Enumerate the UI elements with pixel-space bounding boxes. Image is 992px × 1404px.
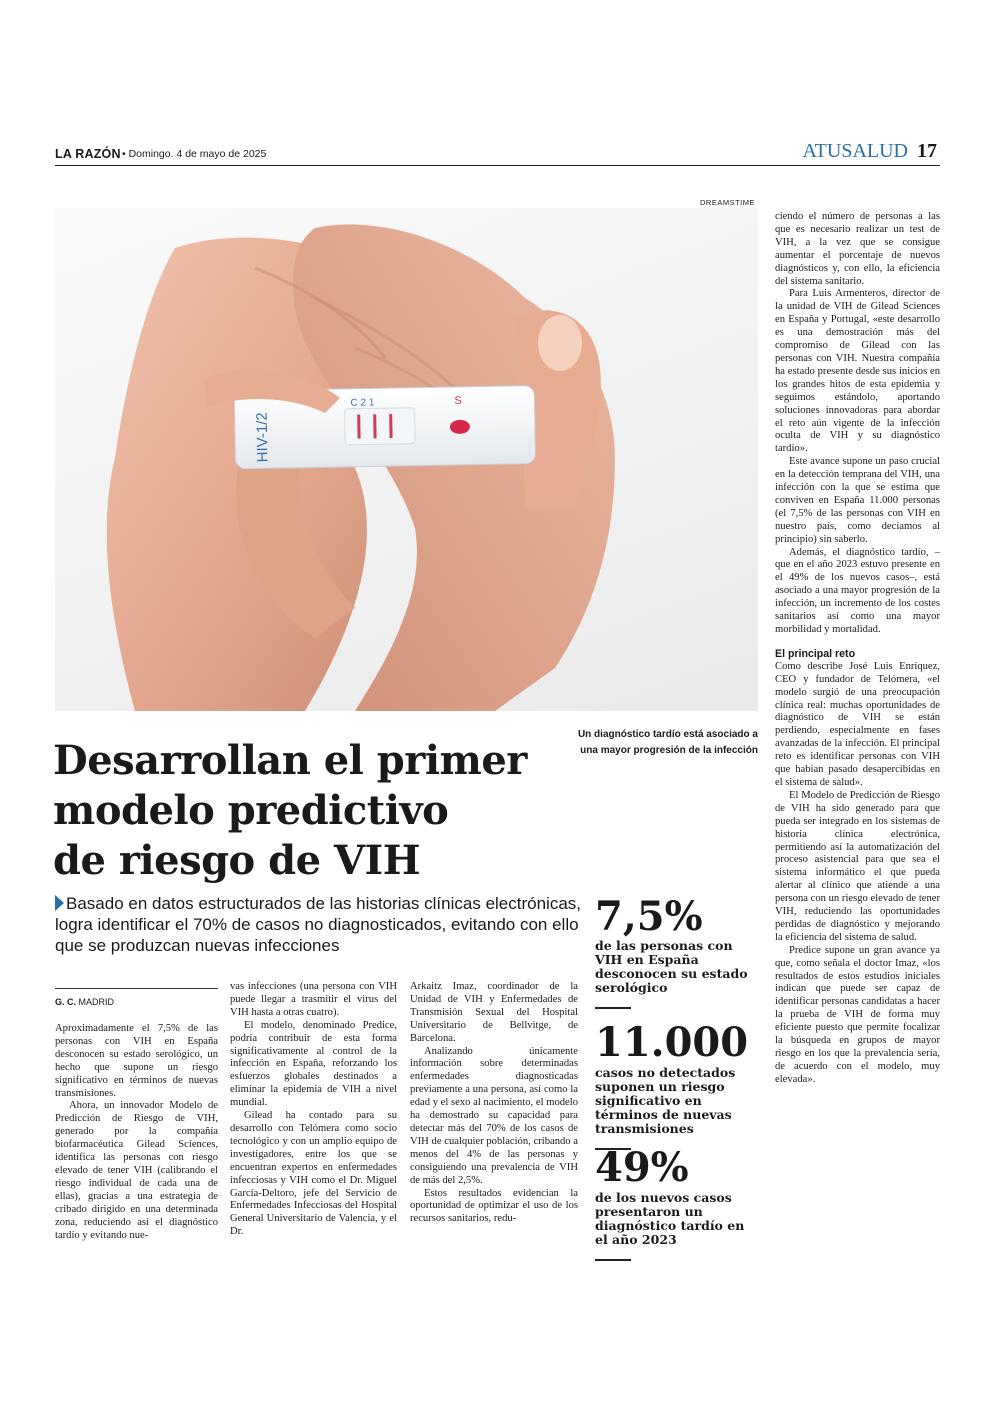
byline-place: MADRID (78, 997, 115, 1007)
paragraph: Analizando únicamente información sobre determinadas enfermedades diagnosticadas previamente a una persona, así como la edad y el sexo al nacimiento, el modelo ha demostrado su capacidad para detectar más del 70% de los casos de VIH de cualquier población, cribando a menos del 4% de las personas y consiguiendo una prevalencia de VIH de más del 2,5%. (410, 1045, 578, 1186)
newspaper-brand: LA RAZÓN (55, 147, 121, 161)
stat-value: 49% (595, 1144, 689, 1191)
paragraph: El modelo, denominado Predice, podría contribuir de esta forma significativamente al control de la infección en España, reforzando los esfuerzos globales destinados a eliminar la epidemia de VIH a nivel mundial. (230, 1019, 397, 1109)
paragraph: Gilead ha contado para su desarrollo con Telómera como socio tecnológico y con un amplio equipo de investigadores, entre los que se encuentran expertos en enfermedades infecciosas y VIH como el Dr. Miguel García-Deltoro, jefe del Servicio de Enfermedades Infecciosas del Hospital General Universitario de Valencia, y el Dr. (230, 1110, 397, 1238)
lead-paragraph (55, 893, 585, 956)
paragraph: Para Luis Armenteros, director de la unidad de VIH de Gilead Sciences en España y Portugal, «este desarrollo es una demostración más del compromiso de Gilead con las personas con VIH. Nuestra compañía ha estado presente desde sus inicios en los grandes hitos de esta epidemia y seguimos estándolo, aportando soluciones innovadoras para abordar el reto aún vigente de la infección oculta de VIH y su diagnóstico tardío». (775, 288, 940, 455)
stat-value: 11.000 (595, 1019, 749, 1066)
stat-text: casos no detectados suponen un riesgo significativo en términos de nuevas transmisiones (595, 1065, 736, 1136)
header-rule (55, 165, 940, 166)
photo-credit: DREAMSTIME (700, 198, 756, 207)
paragraph: Estos resultados evidencian la oportunidad de optimizar el uso de los recursos sanitarios, redu- (410, 1187, 578, 1225)
stat-block-3 (595, 1145, 755, 1261)
headline-line-1: Desarrollan el primer (53, 737, 527, 784)
lead-text: Basado en datos estructurados de las historias clínicas electrónicas, logra identificar el 70% de casos no diagnosticados, evitando con ello que se produzcan nuevas infecciones (55, 894, 581, 955)
article-column-2 (230, 981, 397, 1239)
stat-text: de los nuevos casos presentaron un diagnóstico tardío en el año 2023 (595, 1190, 745, 1247)
stat-rule (595, 1259, 631, 1261)
subhead: El principal reto (775, 647, 856, 660)
hero-photo (55, 208, 758, 711)
stat-value: 7,5% (595, 893, 703, 940)
paragraph: ciendo el número de personas a las que es necesario realizar un test de VIH, a la vez que se consigue aumentar el porcentaje de nuevos diagnósticos y, con ello, la eficiencia del sistema sanitario. (775, 211, 940, 287)
stat-rule (595, 1007, 631, 1009)
photo-caption: Un diagnóstico tardío está asociado a una mayor progresión de la infección (577, 729, 758, 756)
paragraph: Ahora, un innovador Modelo de Predicción de Riesgo de VIH, generado por la compañía biofarmacéutica Gilead Sciences, identifica las personas con riesgo elevado de tener VIH (calibrando el riesgo individual de cada una de ellas), gracias a una estrategia de cribado dirigido en una determinada zona, reduciendo así el diagnóstico tardío y evitando nue- (55, 1100, 218, 1241)
strip-sample-mark: S (454, 394, 462, 407)
paragraph: vas infecciones (una persona con VIH puede llegar a trasmitir el virus del VIH hasta a otras cuatro). (230, 981, 397, 1018)
hands-holding-hiv-test-illustration (55, 208, 758, 711)
page-number: 17 (917, 140, 937, 162)
headline (53, 736, 573, 886)
stat-text: de las personas con VIH en España desconocen su estado serológico (595, 938, 748, 995)
section-name: ATUSALUD (802, 140, 908, 162)
issue-date: • Domingo. 4 de mayo de 2025 (122, 148, 267, 160)
strip-label: HIV-1/2 (253, 412, 272, 463)
paragraph: Aproximadamente el 7,5% de las personas con VIH en España desconocen su estado serológico, un hecho que supone un riesgo significativo en términos de nuevas transmisiones. (55, 1023, 218, 1099)
article-column-1 (55, 1023, 218, 1242)
paragraph: Predice supone un gran avance ya que, como señala el doctor Imaz, «los resultados de estos estudios iniciales indican que puede ser capaz de identificar personas candidatas a hacer la prueba de VIH de forma muy eficiente puesto que permite focalizar la búsqueda en grupos de mayor riesgo en los que la prevalencia sería, de acuerdo con el modelo, muy elevada». (775, 944, 940, 1085)
paragraph: Este avance supone un paso crucial en la detección temprana del VIH, una infección con la que se estima que conviven en España 11.000 personas (el 7,5% de las personas con VIH en nuestro país, como decíamos al principio) sin saberlo. (775, 456, 940, 545)
stat-block-2 (595, 1020, 760, 1150)
paragraph: Además, el diagnóstico tardío, –que en el año 2023 estuvo presente en el 49% de los nuevos casos–, está asociado a una mayor progresión de la infección, un incremento de los costes sanitarios así como una mayor morbilidad y mortalidad. (775, 546, 940, 635)
paragraph: Arkaitz Imaz, coordinador de la Unidad de VIH y Enfermedades de Transmisión Sexual del Hospital Universitario de Bellvitge, de Barcelona. (410, 981, 578, 1044)
article-column-3 (410, 981, 578, 1226)
headline-line-2: modelo predictivo (53, 787, 449, 834)
paragraph: El Modelo de Predicción de Riesgo de VIH ha sido generado para que pueda ser integrado en los sistemas de historia clínica electrónica, permitiendo así la automatización del proceso asistencial para que sea el sistema informático el que pueda alertar al clínico que atiende a una persona con un riesgo elevado de tener VIH, reduciendo las oportunidades perdidas de diagnóstico y mejorando la eficiencia del sistema de salud. (775, 789, 940, 943)
strip-marks: C 2 1 (350, 397, 375, 409)
byline-rule (55, 988, 218, 989)
headline-line-3: de riesgo de VIH (53, 837, 421, 884)
byline (55, 997, 114, 1007)
article-column-4 (775, 211, 940, 1087)
stat-block-1 (595, 895, 755, 1009)
paragraph: Como describe José Luis Enríquez, CEO y fundador de Telómera, «el modelo surgió de una preocupación clínica real: muchas oportunidades de diagnóstico de VIH se están perdiendo, especialmente en fases avanzadas de la infección. El principal reto es identificar personas con VIH que habían pasado desapercibidas en el sistema de salud». (775, 660, 940, 788)
triangle-bullet-icon (55, 895, 64, 911)
byline-author: G. C. (55, 997, 77, 1007)
